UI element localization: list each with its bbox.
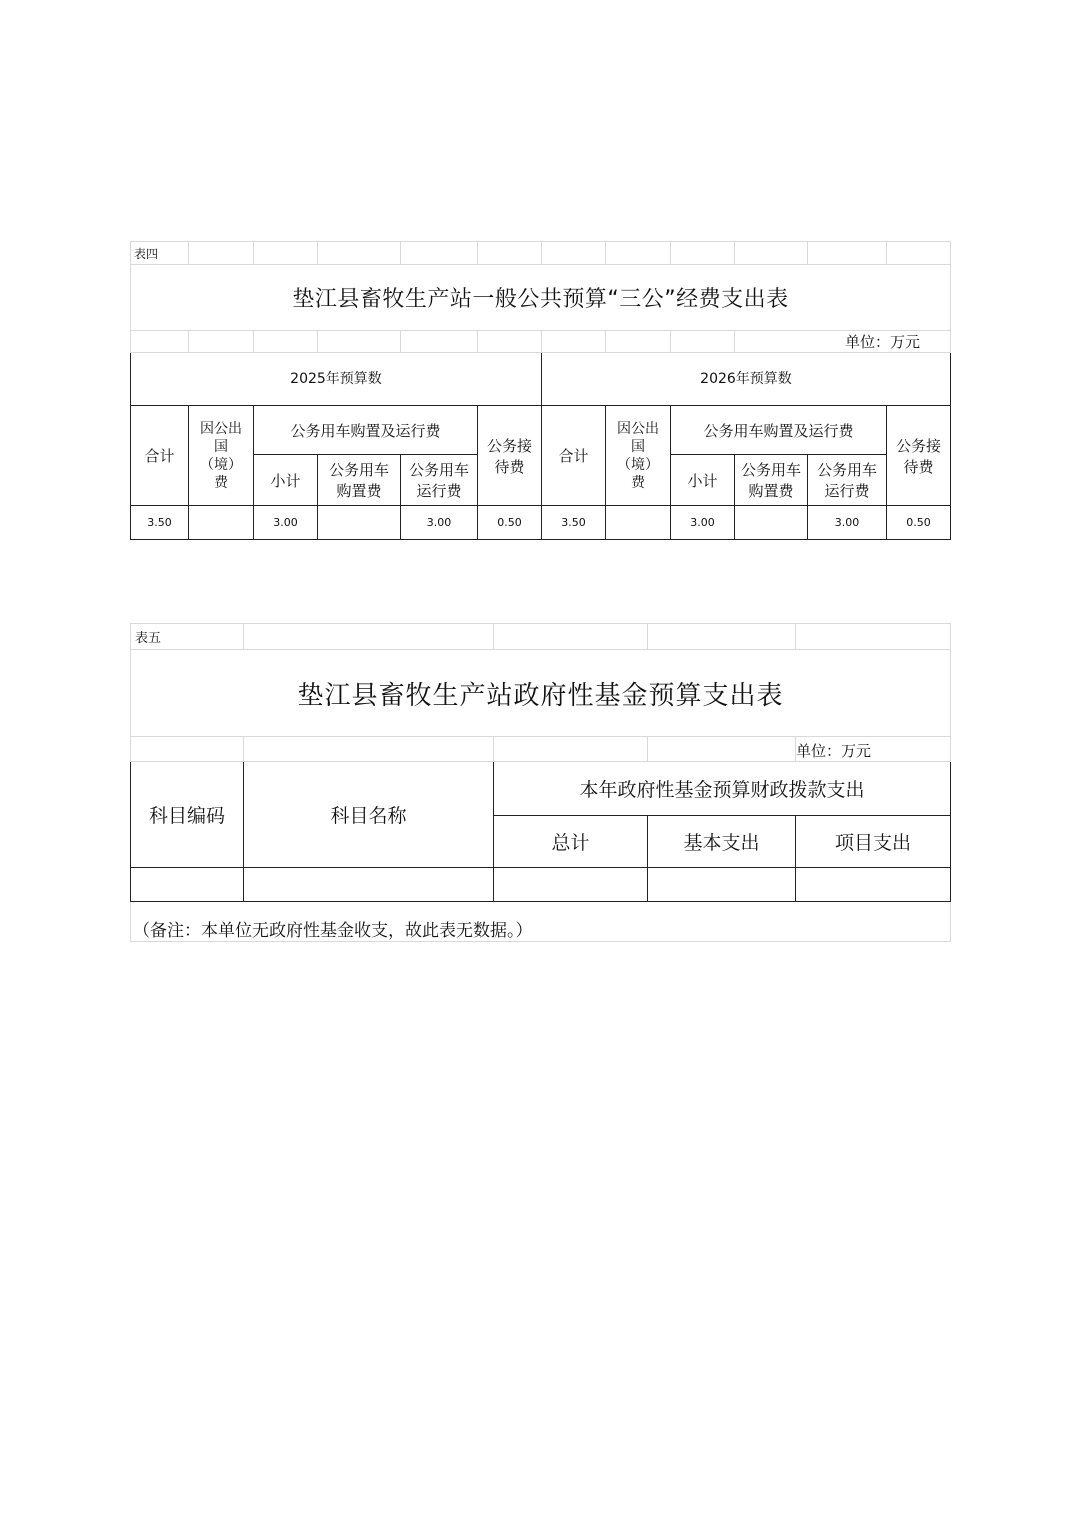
unit-label: 单位：万元 [796, 737, 951, 762]
header-car-operation: 公务用车 运行费 [401, 455, 478, 506]
cell-2026-car-operation: 3.00 [808, 506, 887, 540]
header-reception: 公务接 待费 [887, 406, 951, 506]
column-header-row [131, 762, 951, 816]
cell-name [244, 868, 494, 902]
cell-2025-reception: 0.50 [478, 506, 542, 540]
table-label: 表四 [131, 242, 189, 265]
unit-label: 单位：万元 [735, 331, 951, 353]
cell-2025-subtotal: 3.00 [254, 506, 318, 540]
header-abroad: 因公出 国 （境） 费 [189, 406, 254, 506]
cell-2026-total: 3.50 [542, 506, 606, 540]
table-label: 表五 [131, 624, 244, 650]
table-5-government-fund-expenses [130, 623, 951, 942]
cell-2025-car-purchase [318, 506, 401, 540]
header-subtotal: 小计 [671, 455, 735, 506]
header-car: 公务用车购置及运行费 [671, 406, 887, 455]
cell-2026-abroad [606, 506, 671, 540]
table-title: 垫江县畜牧生产站政府性基金预算支出表 [131, 650, 951, 737]
table-row [131, 868, 951, 902]
cell-total [494, 868, 648, 902]
header-name: 科目名称 [244, 762, 494, 868]
cell-project [796, 868, 951, 902]
header-car-operation: 公务用车 运行费 [808, 455, 887, 506]
cell-2025-total: 3.50 [131, 506, 189, 540]
header-abroad: 因公出 国 （境） 费 [606, 406, 671, 506]
header-car-purchase: 公务用车 购置费 [318, 455, 401, 506]
header-group: 本年政府性基金预算财政拨款支出 [494, 762, 951, 816]
cell-2026-car-purchase [735, 506, 808, 540]
year-header-row [131, 353, 951, 406]
year-2025-header: 2025年预算数 [131, 353, 542, 406]
table-4-label-row [131, 242, 951, 265]
table-5-label-row [131, 624, 951, 650]
cell-2025-car-operation: 3.00 [401, 506, 478, 540]
cell-2026-reception: 0.50 [887, 506, 951, 540]
table-note: （备注：本单位无政府性基金收支，故此表无数据。） [131, 902, 951, 942]
table-4-three-public-expenses [130, 241, 951, 540]
header-code: 科目编码 [131, 762, 244, 868]
year-2026-header: 2026年预算数 [542, 353, 951, 406]
header-basic: 基本支出 [648, 816, 796, 868]
cell-code [131, 868, 244, 902]
cell-2025-abroad [189, 506, 254, 540]
header-subtotal: 小计 [254, 455, 318, 506]
header-car-purchase: 公务用车 购置费 [735, 455, 808, 506]
table-row [131, 506, 951, 540]
cell-2026-subtotal: 3.00 [671, 506, 735, 540]
header-total: 总计 [494, 816, 648, 868]
header-car: 公务用车购置及运行费 [254, 406, 478, 455]
header-reception: 公务接 待费 [478, 406, 542, 506]
header-total: 合计 [131, 406, 189, 506]
column-header-row [131, 406, 951, 455]
header-total: 合计 [542, 406, 606, 506]
header-project: 项目支出 [796, 816, 951, 868]
cell-basic [648, 868, 796, 902]
table-title: 垫江县畜牧生产站一般公共预算“三公”经费支出表 [131, 265, 951, 331]
